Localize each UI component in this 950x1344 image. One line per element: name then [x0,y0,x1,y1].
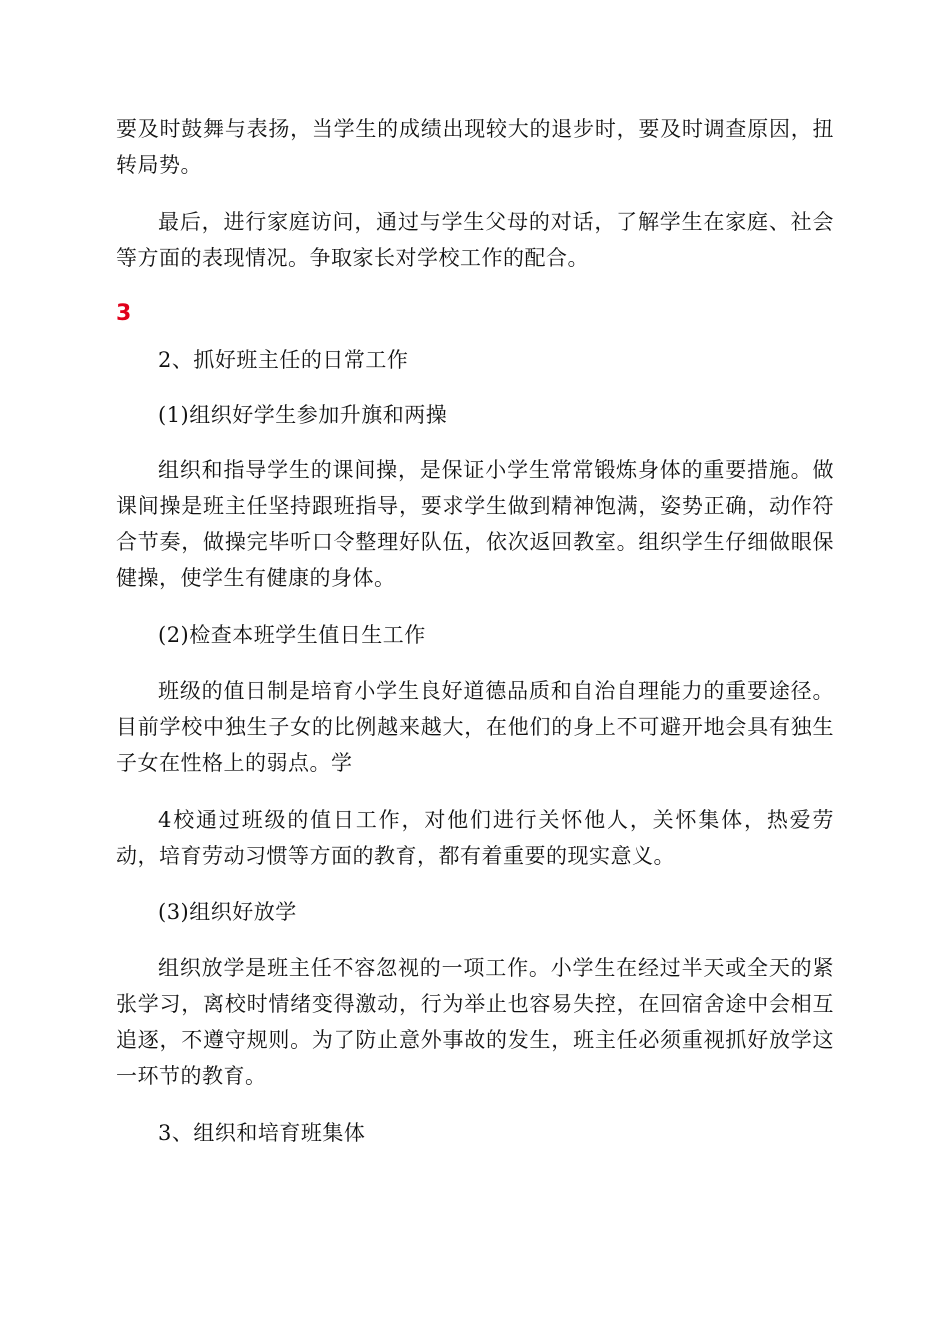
page-marker: 3 [116,301,132,326]
paragraph-exercises: 组织和指导学生的课间操，是保证小学生常常锻炼身体的重要措施。做课间操是班主任坚持跟班指导，要求学生做到精神饱满，姿势正确，动作符合节奏，做操完毕听口令整理好队伍，依次返回教室。组织学生仔细做眼保健操，使学生有健康的身体。 [116,458,834,590]
heading-daily-work: 2、抓好班主任的日常工作 [158,348,409,372]
paragraph-encouragement: 要及时鼓舞与表扬，当学生的成绩出现较大的退步时，要及时调查原因，扭转局势。 [116,117,834,177]
paragraph-home-visit: 最后，进行家庭访问，通过与学生父母的对话，了解学生在家庭、社会等方面的表现情况。争取家长对学校工作的配合。 [116,210,834,270]
heading-class-collective: 3、组织和培育班集体 [158,1121,366,1145]
subheading-flag-exercises: (1)组织好学生参加升旗和两操 [158,403,448,427]
paragraph-duty-system: 班级的值日制是培育小学生良好道德品质和自治自理能力的重要途径。目前学校中独生子女的比例越来越大，在他们的身上不可避开地会具有独生子女在性格上的弱点。学 [116,679,834,775]
paragraph-dismissal: 组织放学是班主任不容忽视的一项工作。小学生在经过半天或全天的紧张学习，离校时情绪变得激动，行为举止也容易失控，在回宿舍途中会相互追逐，不遵守规则。为了防止意外事故的发生，班主任必须重视抓好放学这一环节的教育。 [116,956,834,1088]
paragraph-duty-education: 4校通过班级的值日工作，对他们进行关怀他人，关怀集体，热爱劳动，培育劳动习惯等方面的教育，都有着重要的现实意义。 [116,808,834,868]
subheading-duty-check: (2)检查本班学生值日生工作 [158,623,426,647]
subheading-dismissal: (3)组织好放学 [158,900,297,924]
